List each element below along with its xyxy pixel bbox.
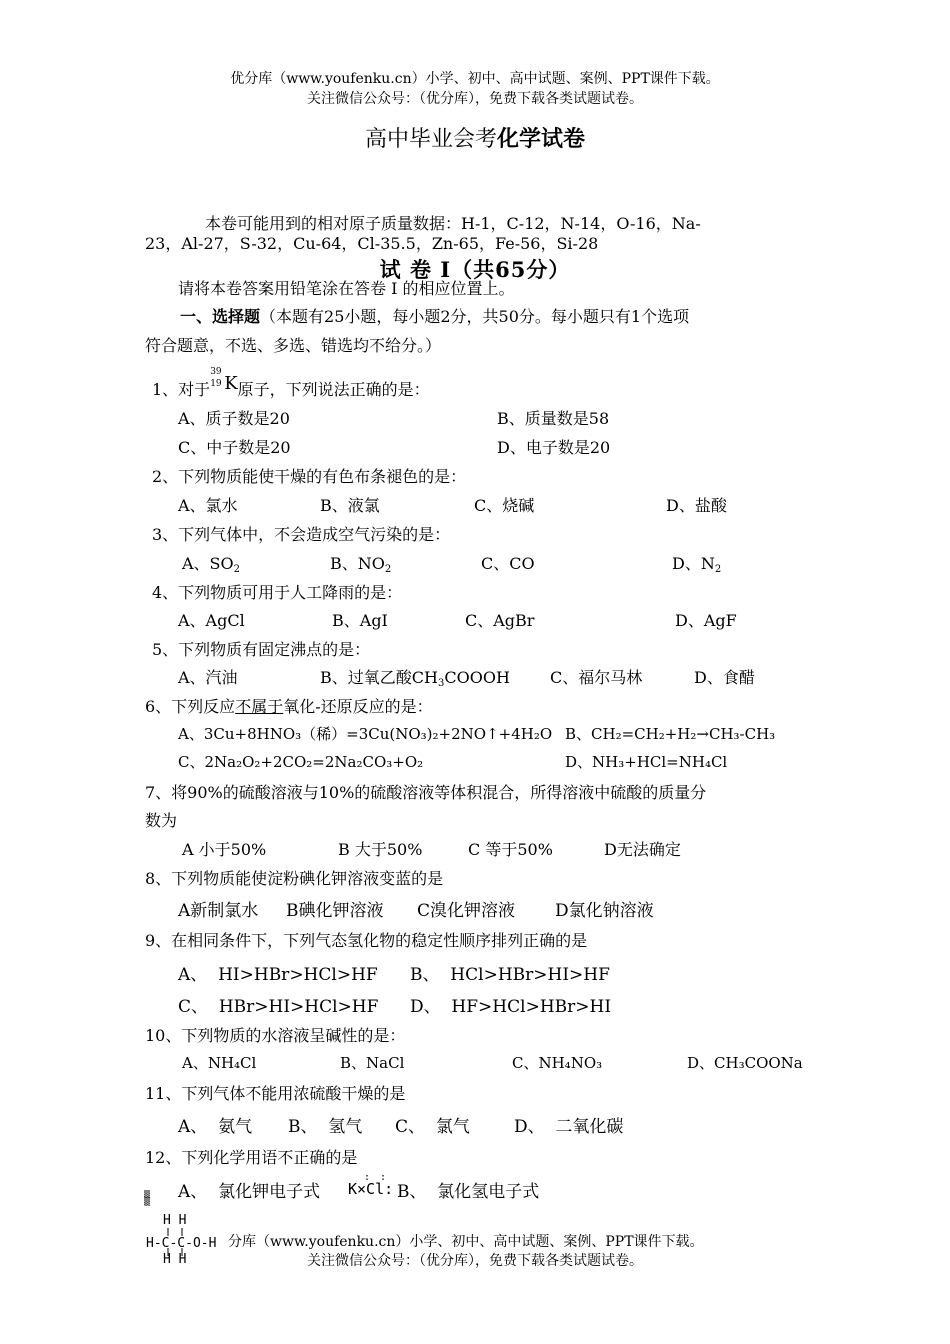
q2-option-b: B、液氯 <box>320 496 380 515</box>
q11-option-c: C、 氯气 <box>395 1117 470 1137</box>
q12-option-a: A、 氯化钾电子式 <box>178 1182 321 1202</box>
question-11-stem: 11、下列气体不能用浓硫酸干燥的是 <box>145 1084 406 1103</box>
q11-option-b: B、 氢气 <box>288 1117 363 1137</box>
q3-option-b: B、$NO_2$ <box>330 554 392 575</box>
q10-option-d: D、CH₃COONa <box>687 1054 803 1072</box>
part-text-2: 符合题意，不选、多选、错选均不给分。） <box>145 336 442 355</box>
q4-option-d: D、AgF <box>675 611 737 630</box>
q7-option-c: C 等于50% <box>468 840 553 859</box>
question-5-stem: 5、下列物质有固定沸点的是： <box>152 640 371 659</box>
kcl-electron-formula: K×Cl: <box>348 1180 394 1198</box>
q1-atomic-number: 19 <box>210 379 222 389</box>
question-4-stem: 4、下列物质可用于人工降雨的是： <box>152 583 403 602</box>
q4-option-a: A、AgCl <box>178 611 245 630</box>
atomic-masses-line-2: 23，Al-27，S-32，Cu-64，Cl-35.5，Zn-65，Fe-56，Si-28 <box>145 234 599 253</box>
scan-artifact-icon: ▒ ▒ <box>144 1190 151 1206</box>
question-12-stem: 12、下列化学用语不正确的是 <box>145 1148 358 1167</box>
q8-option-d: D氯化钠溶液 <box>555 901 654 921</box>
question-10-stem: 10、下列物质的水溶液呈碱性的是： <box>145 1026 406 1045</box>
q1-option-a: A、质子数是20 <box>178 409 290 428</box>
q10-option-b: B、NaCl <box>340 1054 405 1072</box>
q4-option-b: B、AgI <box>332 611 388 630</box>
question-2-stem: 2、下列物质能使干燥的有色布条褪色的是： <box>152 467 467 486</box>
atomic-masses-line-1: 本卷可能用到的相对原子质量数据：H-1，C-12，N-14，O-16，Na- <box>205 214 701 233</box>
q5-option-a: A、汽油 <box>178 668 238 687</box>
q6-option-b: B、CH₂=CH₂+H₂→CH₃-CH₃ <box>565 725 776 743</box>
part-heading <box>180 307 689 327</box>
q11-option-d: D、 二氧化碳 <box>514 1117 624 1137</box>
question-7-stem-1: 7、将90%的硫酸溶液与10%的硫酸溶液等体积混合，所得溶液中硫酸的质量分 <box>145 783 707 802</box>
structure-top-h: H H <box>163 1213 187 1228</box>
question-8-stem: 8、下列物质能使淀粉碘化钾溶液变蓝的是 <box>145 869 444 888</box>
title-bold: 化学试卷 <box>497 126 586 152</box>
question-1-stem <box>152 367 430 400</box>
q8-option-a: A新制氯水 <box>178 901 259 921</box>
footer-line-2: 关注微信公众号：（优分库），免费下载各类试题试卷。 <box>307 1253 643 1269</box>
footer-line-1: 分库（www.youfenku.cn）小学、初中、高中试题、案例、PPT课件下载。 <box>228 1234 704 1250</box>
q9-option-a: A、 HI>HBr>HCl>HF <box>178 965 378 985</box>
q10-option-c: C、NH₄NO₃ <box>512 1054 603 1072</box>
header-line-1: 优分库（www.youfenku.cn）小学、初中、高中试题、案例、PPT课件下载。 <box>230 71 720 87</box>
page-title <box>0 122 950 153</box>
q2-option-c: C、烧碱 <box>474 496 535 515</box>
q1-option-c: C、中子数是20 <box>178 438 291 457</box>
q1-symbol: K <box>224 373 238 394</box>
q4-option-c: C、AgBr <box>465 611 535 630</box>
part-text-1: （本题有25小题，每小题2分，共50分。每小题只有1个选项 <box>260 307 690 326</box>
q3-option-d: D、$N_2$ <box>672 554 722 575</box>
section-title: 试 卷 I（共65分） <box>379 257 571 282</box>
part-label: 一、选择题 <box>180 307 261 326</box>
q1-prefix: 1、对于 <box>152 380 211 399</box>
section-instruction: 请将本卷答案用铅笔涂在答卷 I 的相应位置上。 <box>178 279 515 298</box>
q1-option-b: B、质量数是58 <box>497 409 610 428</box>
q6-option-a: A、3Cu+8HNO₃（稀）=3Cu(NO₃)₂+2NO↑+4H₂O <box>178 725 553 743</box>
q12-option-b: B、 氯化氢电子式 <box>397 1182 540 1202</box>
q2-option-a: A、氯水 <box>178 496 238 515</box>
q10-option-a: A、NH₄Cl <box>182 1054 257 1072</box>
q5-option-c: C、福尔马林 <box>550 668 643 687</box>
q6-option-d: D、NH₃+HCl=NH₄Cl <box>565 753 728 771</box>
q7-option-b: B 大于50% <box>338 840 423 859</box>
q11-option-a: A、 氨气 <box>178 1117 253 1137</box>
q8-option-b: B碘化钾溶液 <box>286 901 384 921</box>
header-line-2: 关注微信公众号：（优分库），免费下载各类试题试卷。 <box>307 91 643 107</box>
q7-option-a: A 小于50% <box>182 840 267 859</box>
q5-option-d: D、食醋 <box>694 668 755 687</box>
q9-option-d: D、 HF>HCl>HBr>HI <box>410 997 612 1017</box>
q6-underlined: 不属于 <box>235 697 284 716</box>
structure-middle: H-C-C-O-H <box>146 1236 217 1251</box>
q5-option-b: B、过氧乙酸$CH_3COOOH$ <box>320 668 510 689</box>
structure-bottom-h: H H <box>163 1252 187 1267</box>
electron-dots-top: : : <box>364 1172 389 1183</box>
q1-mass-number: 39 <box>210 367 222 377</box>
q1-suffix: 原子，下列说法正确的是： <box>237 380 430 399</box>
q2-option-d: D、盐酸 <box>666 496 727 515</box>
q9-option-b: B、 HCl>HBr>HI>HF <box>410 965 610 985</box>
q1-option-d: D、电子数是20 <box>497 438 611 457</box>
question-7-stem-2: 数为 <box>145 811 178 830</box>
q3-option-c: C、CO <box>481 554 535 573</box>
question-3-stem: 3、下列气体中，不会造成空气污染的是： <box>152 525 451 544</box>
q3-option-a: A、$SO_2$ <box>182 554 241 575</box>
q6-option-c: C、2Na₂O₂+2CO₂=2Na₂CO₃+O₂ <box>178 753 424 771</box>
q9-option-c: C、 HBr>HI>HCl>HF <box>178 997 379 1017</box>
question-6-stem: 6、下列反应不属于氧化-还原反应的是： <box>145 697 433 716</box>
q7-option-d: D无法确定 <box>604 840 681 859</box>
q8-option-c: C溴化钾溶液 <box>417 901 516 921</box>
nuclide-notation <box>210 367 224 397</box>
question-9-stem: 9、在相同条件下，下列气态氢化物的稳定性顺序排列正确的是 <box>145 931 588 950</box>
title-plain: 高中毕业会考 <box>364 127 497 152</box>
